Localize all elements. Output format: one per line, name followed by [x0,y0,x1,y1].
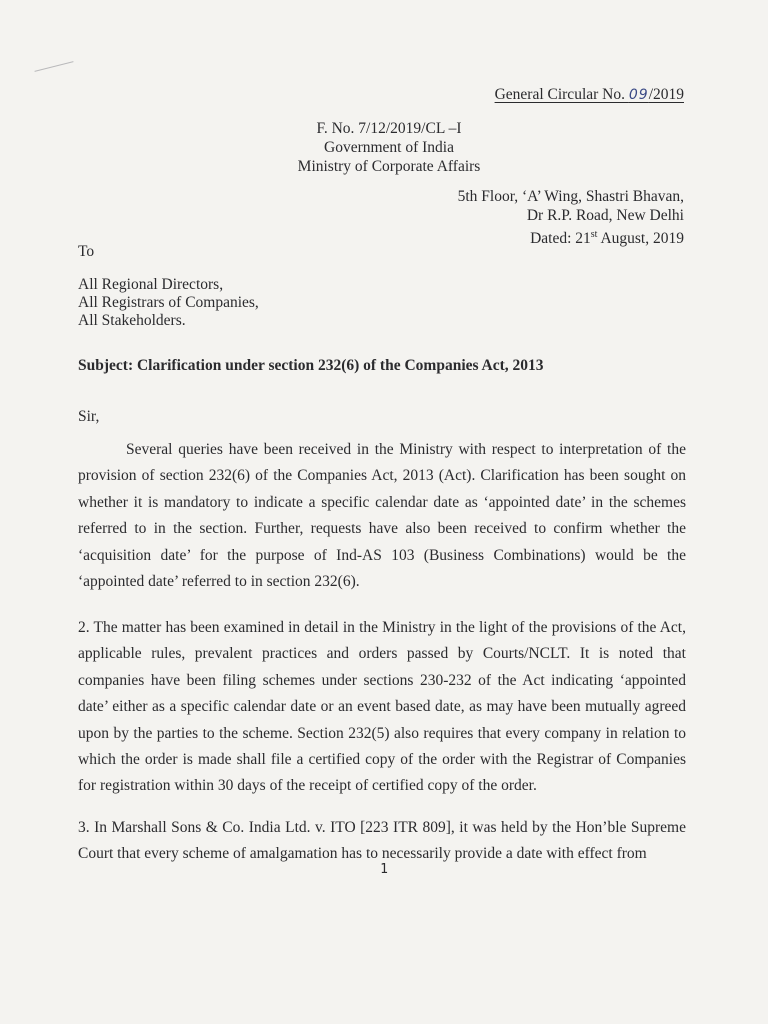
circular-suffix: /2019 [648,86,684,103]
salutation: Sir, [78,408,100,425]
dated-line [458,225,684,248]
address-line-2: Dr R.P. Road, New Delhi [526,207,684,224]
file-number: F. No. 7/12/2019/CL –I [316,120,462,137]
dated-prefix: Dated: 21 [530,230,591,248]
circular-number-handwritten: 09 [628,87,649,103]
recipient-item: All Registrars of Companies, [78,294,259,311]
recipient-list [78,276,259,330]
circular-prefix: General Circular No. [494,86,629,103]
subject-line: Subject: Clarification under section 232(6) of the Companies Act, 2013 [78,357,544,374]
scan-mark [34,61,73,72]
to-label: To [78,243,95,260]
paragraph-3: 3. In Marshall Sons & Co. India Ltd. v. ITO [223 ITR 809], it was held by the Hon’ble Supreme Court that every scheme of amalgamation has to necessarily provide a date with effect from [78,819,686,863]
address-line-1: 5th Floor, ‘A’ Wing, Shastri Bhavan, [457,188,684,205]
dated-suffix: August, 2019 [597,230,684,248]
ministry-name: Ministry of Corporate Affairs [297,158,481,175]
address-block [458,187,684,248]
recipient-item: All Regional Directors, [78,276,224,293]
issuing-authority [0,119,768,176]
page-number: 1 [380,862,388,877]
dated-superscript: st [590,229,598,240]
government-name: Government of India [324,139,454,156]
paragraph-1: Several queries have been received in the Ministry with respect to interpretation of the provision of section 232(6) of the Companies Act, 2013 (Act). Clarification has been sought on whether it is mandatory to indicate a specific calendar date as ‘appointed date’ in the schemes referred to in the section. Further, requests have also been received to confirm whether the ‘acquisition date’ for the purpose of Ind-AS 103 (Business Combinations) would be the ‘appointed date’ referred to in section 232(6). [78,441,686,591]
paragraph-2: 2. The matter has been examined in detail in the Ministry in the light of the provisions of the Act, applicable rules, prevalent practices and orders passed by Courts/NCLT. It is noted that companies have been filing schemes under sections 230-232 of the Act indicating ‘appointed date’ either as a specific calendar date or an event based date, as may have been mutually agreed upon by the parties to the scheme. Section 232(5) also requires that every company in relation to which the order is made shall file a certified copy of the order with the Registrar of Companies for registration within 30 days of the receipt of certified copy of the order. [78,619,686,795]
circular-number [495,86,684,104]
recipient-item: All Stakeholders. [78,312,186,329]
